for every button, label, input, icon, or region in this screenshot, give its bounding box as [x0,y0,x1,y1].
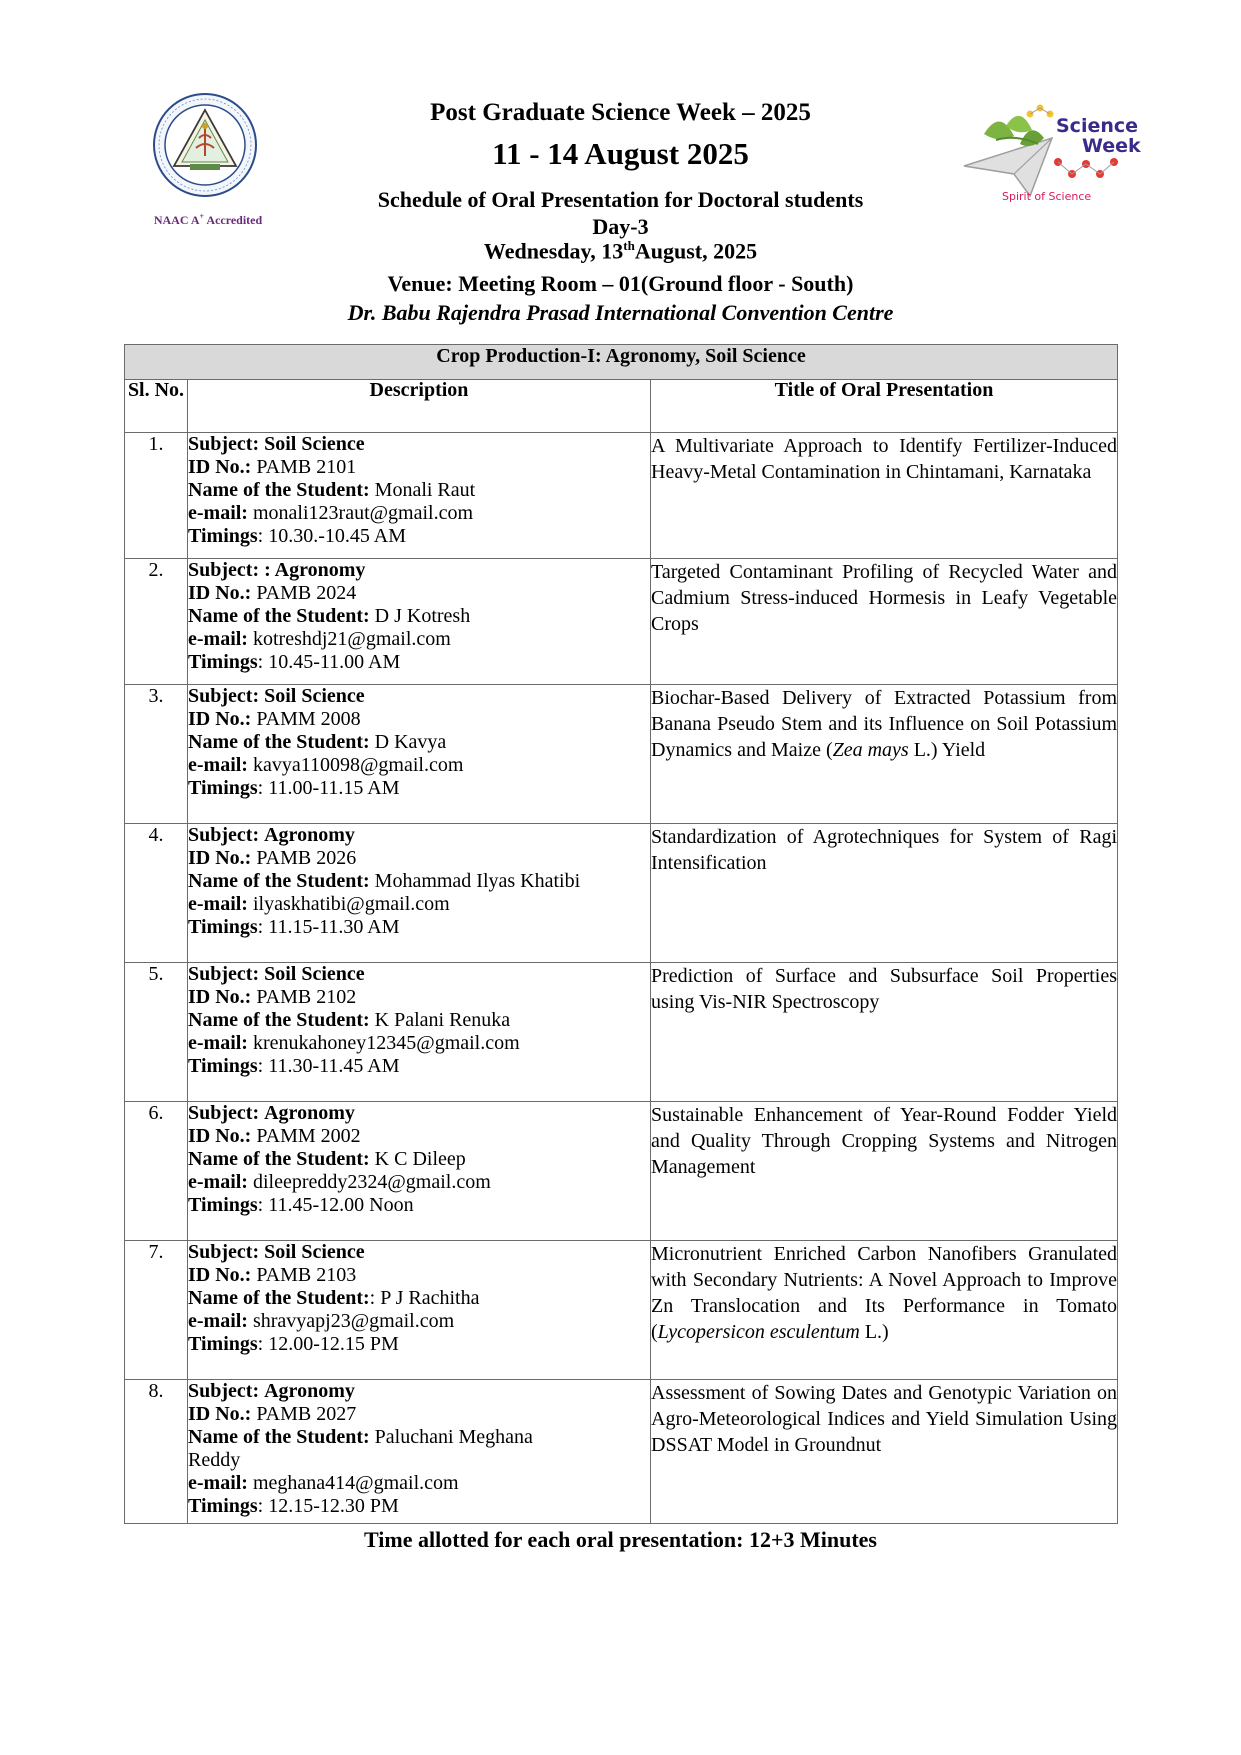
student-description: Subject: Soil Science ID No.: PAMB 2102 Name of the Student: K Palani Renuka e-mail: krenukahoney12345@gmail.com Timings: 11.30-11.45 AM [188,963,651,1102]
table-row [125,963,1118,1102]
table-row [125,433,1118,559]
table-row [125,1241,1118,1380]
svg-text:Science: Science [1056,115,1139,137]
schedule-table [124,344,1118,1524]
serial-number: 6. [125,1102,188,1241]
convention-centre: Dr. Babu Rajendra Prasad International Convention Centre [347,300,894,325]
column-header-title: Title of Oral Presentation [651,380,1118,433]
student-description: Subject: : Agronomy ID No.: PAMB 2024 Name of the Student: D J Kotresh e-mail: kotreshdj21@gmail.com Timings: 10.45-11.00 AM [188,559,651,685]
serial-number: 2. [125,559,188,685]
presentation-title: Assessment of Sowing Dates and Genotypic Variation on Agro-Meteorological Indices and Yield Simulation Using DSSAT Model in Groundnut [651,1380,1118,1524]
presentation-title: Sustainable Enhancement of Year-Round Fodder Yield and Quality Through Cropping Systems and Nitrogen Management [651,1102,1118,1241]
table-row [125,824,1118,963]
serial-number: 1. [125,433,188,559]
presentation-title: Targeted Contaminant Profiling of Recycled Water and Cadmium Stress-induced Hormesis in Leafy Vegetable Crops [651,559,1118,685]
student-description: Subject: Soil Science ID No.: PAMB 2103 Name of the Student:: P J Rachitha e-mail: shravyapj23@gmail.com Timings: 12.00-12.15 PM [188,1241,651,1380]
student-description: Subject: Soil Science ID No.: PAMM 2008 Name of the Student: D Kavya e-mail: kavya110098@gmail.com Timings: 11.00-11.15 AM [188,685,651,824]
presentation-title: Prediction of Surface and Subsurface Soil Properties using Vis-NIR Spectroscopy [651,963,1118,1102]
venue-line: Venue: Meeting Room – 01(Ground floor - South) [387,271,854,296]
svg-text:Spirit of Science: Spirit of Science [1002,190,1092,203]
column-header-row [125,380,1118,433]
presentation-title: Biochar-Based Delivery of Extracted Potassium from Banana Pseudo Stem and its Influence on Soil Potassium Dynamics and Maize (Zea mays L.) Yield [651,685,1118,824]
event-dates: 11 - 14 August 2025 [492,136,749,171]
naac-accreditation: NAAC A+ Accredited [153,212,263,227]
schedule-title: Schedule of Oral Presentation for Doctoral students [377,187,864,212]
table-row [125,685,1118,824]
serial-number: 3. [125,685,188,824]
serial-number: 8. [125,1380,188,1524]
event-title: Post Graduate Science Week – 2025 [430,99,811,126]
column-header-sl: Sl. No. [125,380,188,433]
day-label: Day-3 [592,214,649,239]
category-row [125,345,1118,380]
time-allotted-note: Time allotted for each oral presentation: 12+3 Minutes [364,1527,877,1552]
date-line: Wednesday, 13thAugust, 2025 [483,238,758,264]
table-row [125,1380,1118,1524]
presentation-title: Micronutrient Enriched Carbon Nanofibers Granulated with Secondary Nutrients: A Novel Approach to Improve Zn Translocation and Its Performance in Tomato (Lycopersicon esculentum L.) [651,1241,1118,1380]
table-row [125,559,1118,685]
serial-number: 7. [125,1241,188,1380]
student-description: Subject: Agronomy ID No.: PAMB 2026 Name of the Student: Mohammad Ilyas Khatibi e-mail: ilyaskhatibi@gmail.com Timings: 11.15-11.30 AM [188,824,651,963]
column-header-description: Description [188,380,651,433]
svg-text:Week: Week [1082,135,1141,157]
student-description: Subject: Agronomy ID No.: PAMM 2002 Name of the Student: K C Dileep e-mail: dileepreddy2324@gmail.com Timings: 11.45-12.00 Noon [188,1102,651,1241]
presentation-title: Standardization of Agrotechniques for System of Ragi Intensification [651,824,1118,963]
presentation-title: A Multivariate Approach to Identify Fertilizer-Induced Heavy-Metal Contamination in Chintamani, Karnataka [651,433,1118,559]
serial-number: 4. [125,824,188,963]
student-description: Subject: Agronomy ID No.: PAMB 2027 Name of the Student: Paluchani Meghana Reddy e-mail: meghana414@gmail.com Timings: 12.15-12.30 PM [188,1380,651,1524]
serial-number: 5. [125,963,188,1102]
table-row [125,1102,1118,1241]
category-header: Crop Production-I: Agronomy, Soil Science [125,345,1118,380]
student-description: Subject: Soil Science ID No.: PAMB 2101 Name of the Student: Monali Raut e-mail: monali123raut@gmail.com Timings: 10.30.-10.45 AM [188,433,651,559]
